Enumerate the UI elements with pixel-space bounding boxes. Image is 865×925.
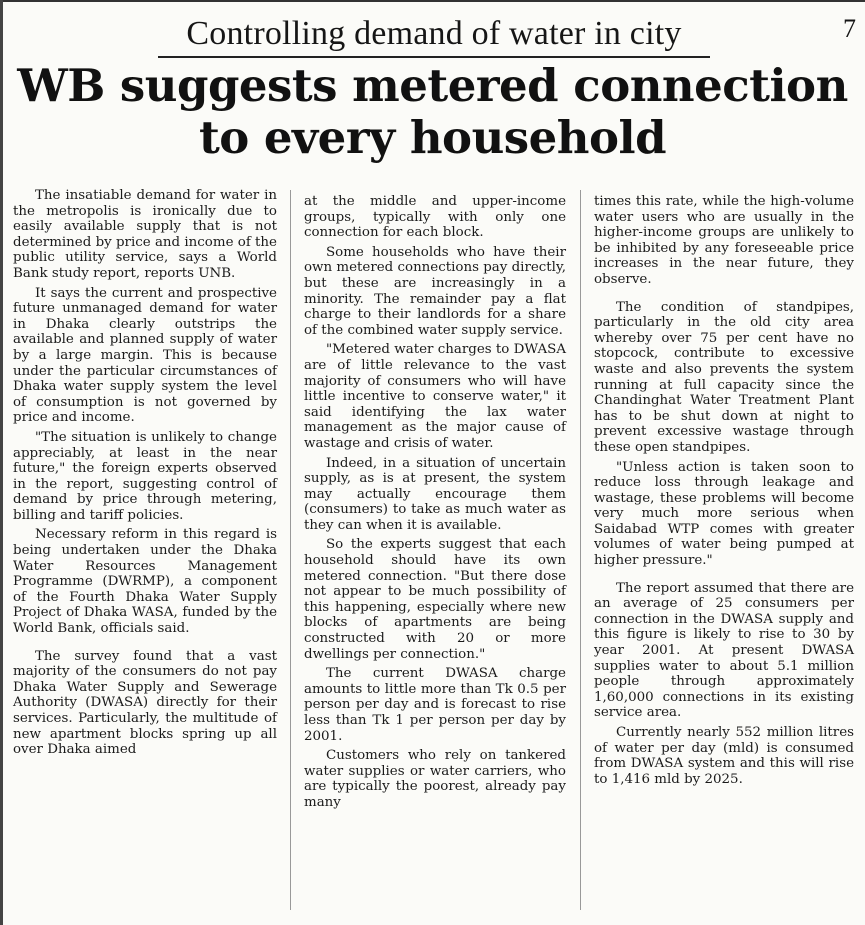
paragraph: at the middle and upper-income groups, typically with only one connection for each block. [304,194,566,241]
page-border-top [0,0,865,2]
paragraph: The insatiable demand for water in the metropolis is ironically due to easily available supply that is not determined by price and income of the public utility service, says a World Bank study report, reports UNB. [13,188,277,281]
paragraph: The condition of standpipes, particularly in the old city area whereby over 75 per cent have no stopcock, contribute to excessive waste and also prevents the system running at full capacity since the Chandinghat Water Treatment Plant has to be shut down at night to prevent excessive wastage through these open standpipes. [594,299,854,455]
column-divider-2 [580,190,581,910]
headline-line-1: WB suggests metered connection [17,59,848,112]
column-divider-1 [290,190,291,910]
paragraph: The current DWASA charge amounts to little more than Tk 0.5 per person per day and is forecast to rise less than Tk 1 per person per day by 2001. [304,666,566,744]
paragraph: times this rate, while the high-volume water users who are usually in the higher-income groups are unlikely to be inhibited by any foreseeable price increases in the near future, they observe. [594,194,854,287]
headline-line-2: to every household [198,111,667,164]
paragraph: "Unless action is taken soon to reduce loss through leakage and wastage, these problems will become very much more serious when Saidabad WTP comes with greater volumes of water being pumped at higher pressure." [594,459,854,569]
paragraph: "Metered water charges to DWASA are of little relevance to the vast majority of consumers who will have little incentive to conserve water," it said identifying the lax water management as the major cause of wastage and crisis of water. [304,342,566,451]
paragraph: Some households who have their own metered connections pay directly, but these are increasingly in a minority. The remainder pay a flat charge to their landlords for a share of the combined water supply service. [304,244,566,338]
headline [0,60,865,164]
kicker-underline [158,56,710,58]
paragraph: It says the current and prospective future unmanaged demand for water in Dhaka clearly outstrips the available and planned supply of water by a large margin. This is because under the particular circumstances of Dhaka water supply system the level of consumption is not governed by price and income. [13,285,277,426]
article-column-2 [304,194,566,815]
paragraph: Indeed, in a situation of uncertain supply, as is at present, the system may actually encourage them (consumers) to take as much water as they can when it is available. [304,455,566,533]
paragraph: Currently nearly 552 million litres of water per day (mld) is consumed from DWASA system and this will rise to 1,416 mld by 2025. [594,725,854,787]
article-column-1 [13,188,277,762]
article-column-3 [594,194,854,791]
paragraph: The survey found that a vast majority of the consumers do not pay Dhaka Water Supply and Sewerage Authority (DWASA) directly for their services. Particularly, the multitude of new apartment blocks spring up all over Dhaka aimed [13,648,277,758]
paragraph: Customers who rely on tankered water supplies or water carriers, who are typically the poorest, already pay many [304,748,566,810]
paragraph: Necessary reform in this regard is being undertaken under the Dhaka Water Resources Management Programme (DWRMP), a component of the Fourth Dhaka Water Supply Project of Dhaka WASA, funded by the World Bank, officials said. [13,527,277,637]
paragraph: "The situation is unlikely to change appreciably, at least in the near future," the foreign experts observed in the report, suggesting control of demand by price through metering, billing and tariff policies. [13,429,277,523]
paragraph: The report assumed that there are an average of 25 consumers per connection in the DWASA supply and this figure is likely to rise to 30 by year 2001. At present DWASA supplies water to about 5.1 million people through approximately 1,60,000 connections in its existing service area. [594,580,854,721]
kicker-block [158,14,710,54]
corner-mark: 7 [843,14,856,43]
kicker-title: Controlling demand of water in city [186,15,682,52]
paragraph: So the experts suggest that each household should have its own metered connection. "But there dose not appear to be much possibility of this happening, especially where new blocks of apartments are being constructed with 20 or more dwellings per connection." [304,537,566,662]
